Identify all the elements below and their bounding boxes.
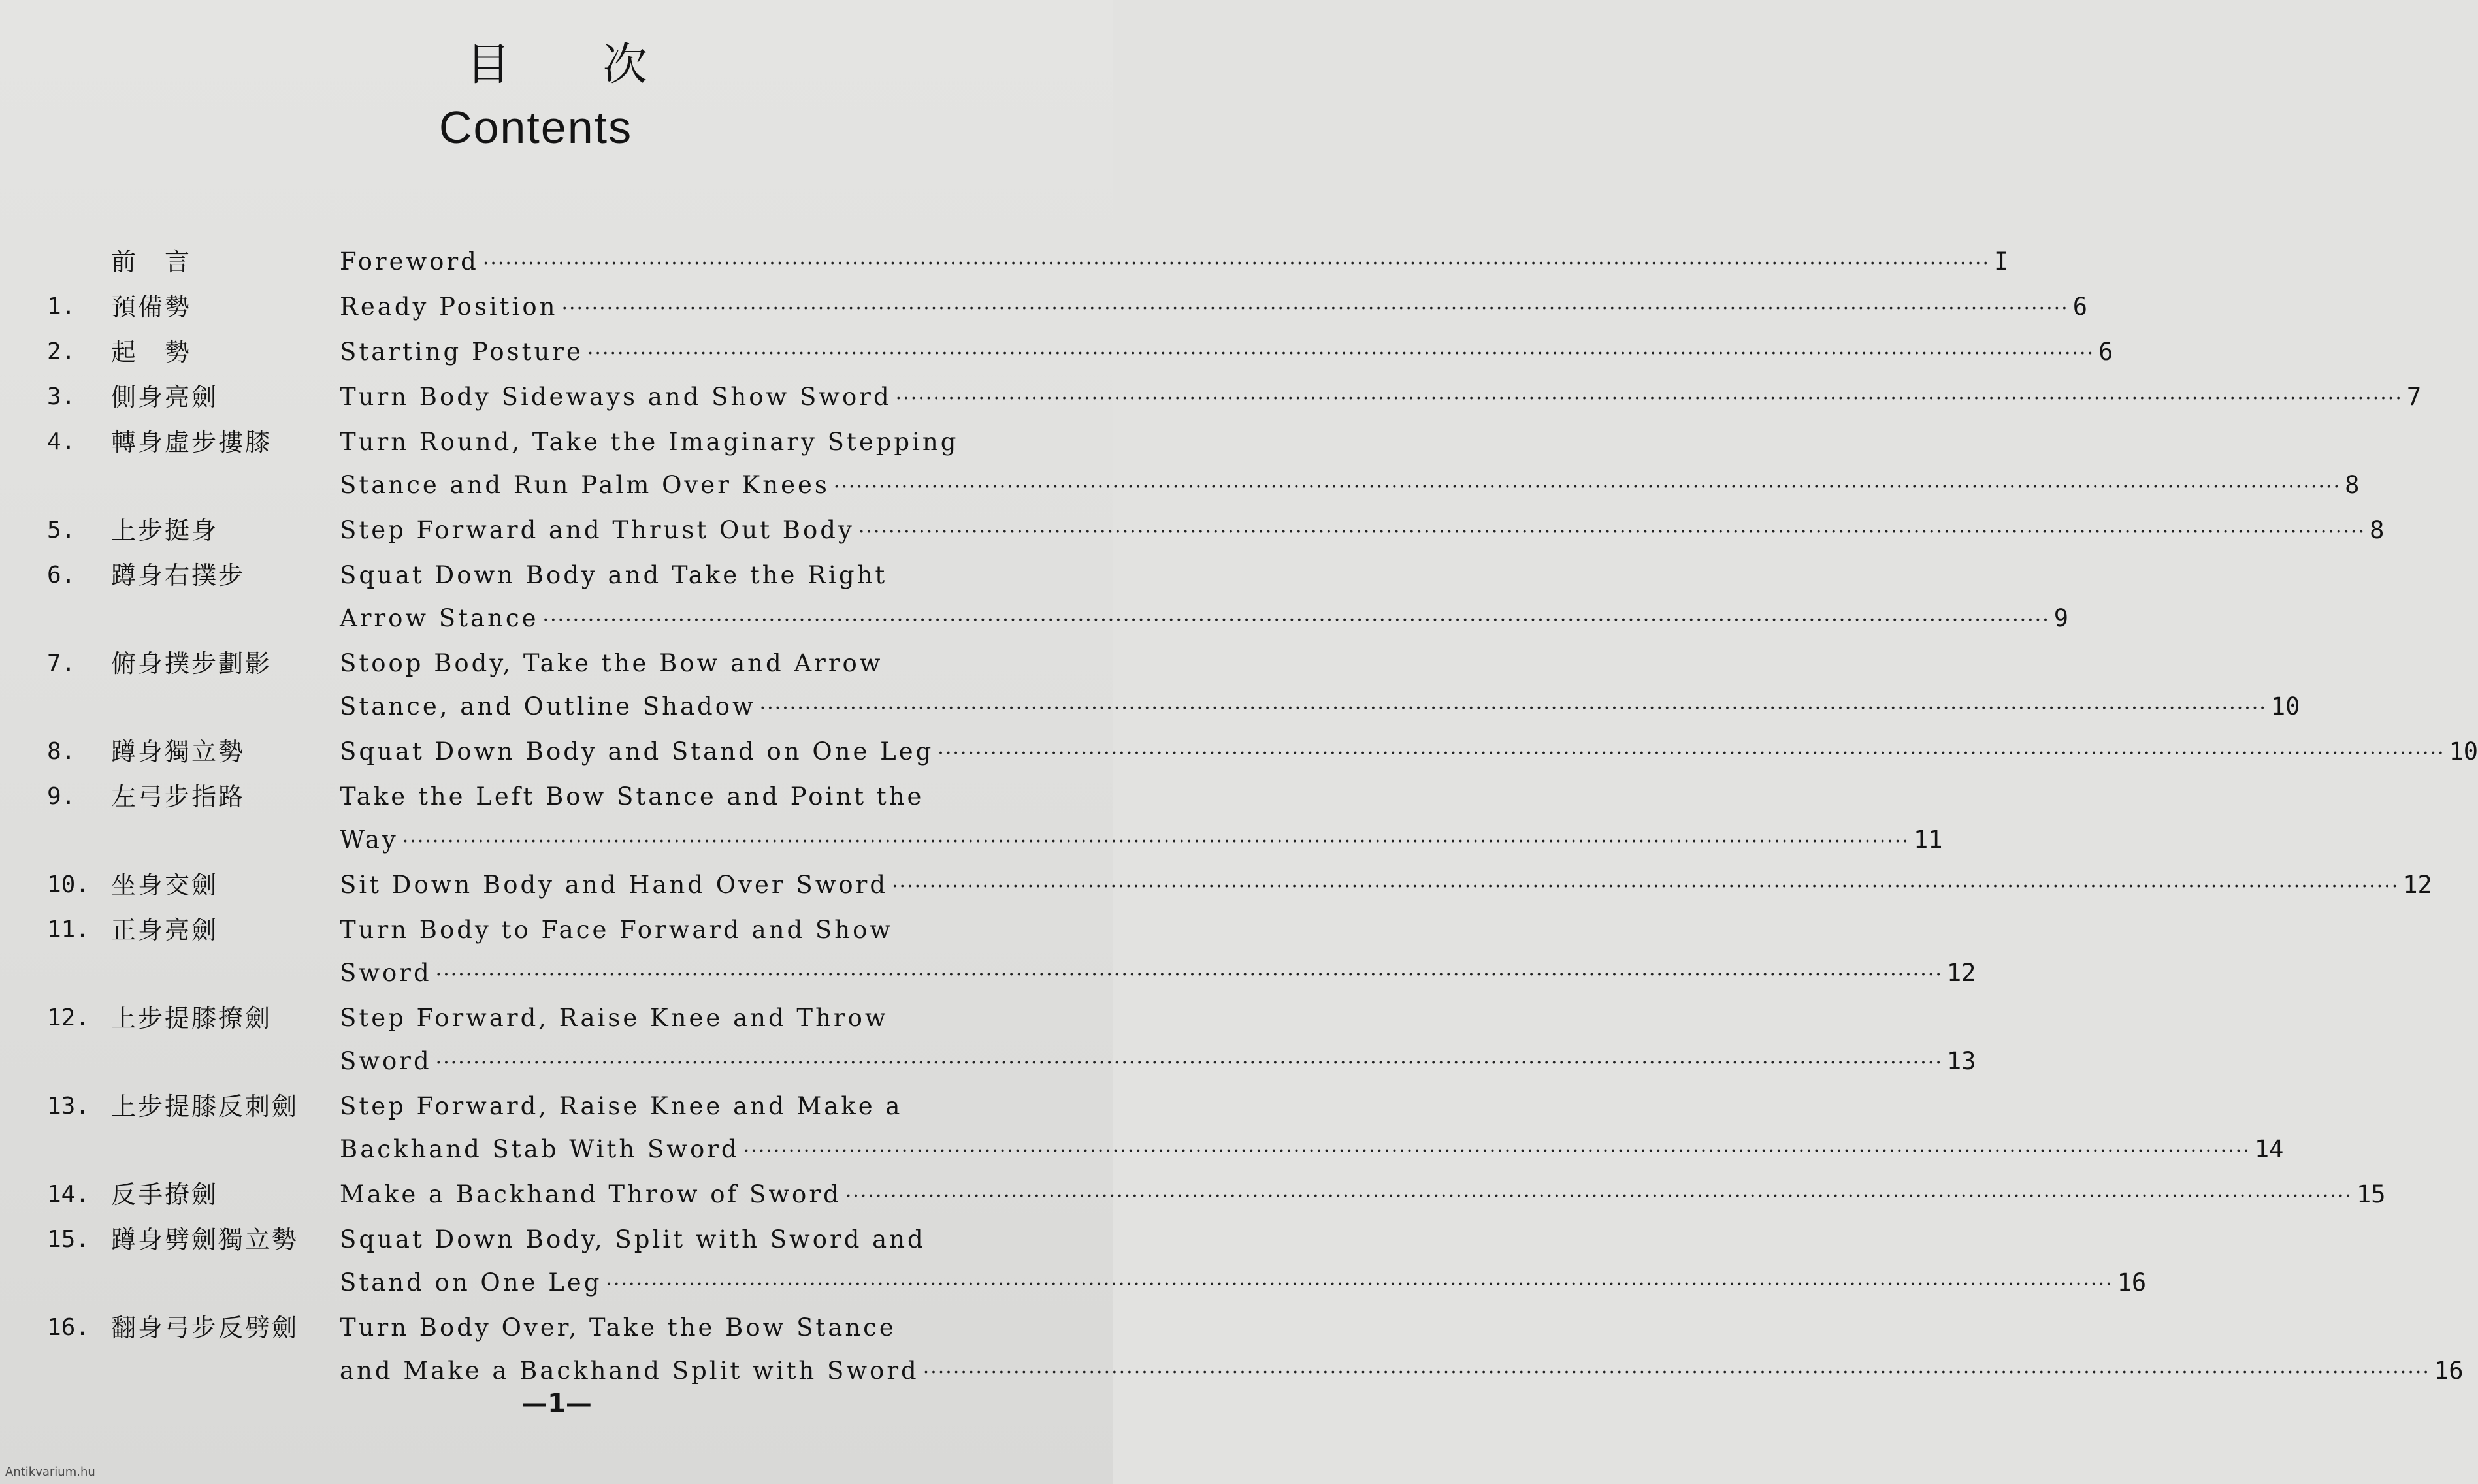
entry-chinese-title: 正身亮劍 xyxy=(111,916,219,944)
entry-english-title xyxy=(340,421,2360,509)
entry-leader-line xyxy=(340,331,2113,376)
entry-chinese-title: 坐身交劍 xyxy=(111,871,219,899)
dot-leader: ········································································································································································································ xyxy=(587,342,2095,365)
entry-english-line: Sword xyxy=(340,1047,432,1075)
entry-chinese-title: 上步提膝反刺劍 xyxy=(111,1092,299,1121)
entry-page-number: 9 xyxy=(2053,604,2069,632)
entry-leader-line xyxy=(340,818,1943,863)
entry-leader-line xyxy=(340,509,2385,554)
entry-english-line: Sword xyxy=(340,959,432,987)
entry-page-number: 11 xyxy=(1914,826,1943,854)
entry-chinese-title: 上步挺身 xyxy=(111,516,219,545)
toc-entry xyxy=(0,331,2113,376)
entry-number: 13. xyxy=(47,1093,90,1120)
entry-english-title xyxy=(340,376,2422,421)
toc-entry xyxy=(0,1173,2386,1218)
entry-number: 8. xyxy=(47,738,76,765)
entry-english-title xyxy=(340,775,1943,863)
dot-leader: ········································································································································································································ xyxy=(435,963,1943,986)
entry-number: 10. xyxy=(47,871,90,898)
entry-english-title xyxy=(340,285,2087,331)
chinese-title: 目 次 xyxy=(466,39,687,91)
entry-english-line: Turn Round, Take the Imaginary Stepping xyxy=(340,428,959,456)
entry-english-line: Backhand Stab With Sword xyxy=(340,1135,740,1163)
entry-leader-line xyxy=(340,597,2069,642)
toc-entry xyxy=(0,509,2385,554)
entry-english-line: Starting Posture xyxy=(340,338,583,366)
entry-english-title xyxy=(340,1085,2284,1173)
entry-english-line: Stance, and Outline Shadow xyxy=(340,692,756,720)
entry-chinese-title: 俯身撲步劃影 xyxy=(111,649,272,678)
entry-english-line: Sit Down Body and Hand Over Sword xyxy=(340,871,888,899)
entry-chinese-title: 側身亮劍 xyxy=(111,383,219,411)
dot-leader: ········································································································································································································ xyxy=(858,521,2366,543)
entry-leader-line xyxy=(340,685,2300,730)
entry-chinese-title: 預備勢 xyxy=(111,293,192,321)
entry-english-line: Turn Body Over, Take the Bow Stance xyxy=(340,1314,896,1342)
entry-english-line: Make a Backhand Throw of Sword xyxy=(340,1180,841,1208)
entry-english-line: Turn Body Sideways and Show Sword xyxy=(340,383,892,411)
entry-leader-line xyxy=(340,240,2009,285)
entry-leader-line xyxy=(340,952,1976,997)
entry-leader-line xyxy=(340,863,2432,909)
entry-leader-line xyxy=(340,376,2422,421)
entry-english-line: Take the Left Bow Stance and Point the xyxy=(340,782,924,811)
entry-chinese-title: 轉身虛步摟膝 xyxy=(111,428,272,457)
dot-leader: ········································································································································································································ xyxy=(892,875,2400,898)
table-of-contents xyxy=(0,240,2478,1395)
entry-english-line: Foreword xyxy=(340,248,479,276)
entry-page-number: 6 xyxy=(2072,293,2087,321)
entry-page-number: 8 xyxy=(2370,516,2385,544)
dot-leader: ········································································································································································································ xyxy=(895,387,2403,410)
entry-chinese-title: 翻身弓步反劈劍 xyxy=(111,1314,299,1342)
english-title: Contents xyxy=(438,102,633,153)
entry-english-line: Stoop Body, Take the Bow and Arrow xyxy=(340,649,883,677)
entry-english-line: Squat Down Body and Take the Right xyxy=(340,561,888,589)
entry-english-title xyxy=(340,331,2113,376)
entry-english-title xyxy=(340,730,2478,775)
entry-number: 7. xyxy=(47,650,76,677)
entry-english-title xyxy=(340,509,2385,554)
entry-chinese-title: 起 勢 xyxy=(111,338,192,366)
page-number: —1— xyxy=(521,1389,592,1419)
toc-entry xyxy=(0,285,2087,331)
entry-english-line: Squat Down Body, Split with Sword and xyxy=(340,1225,926,1253)
entry-number: 16. xyxy=(47,1314,90,1341)
entry-page-number: 13 xyxy=(1946,1047,1976,1075)
entry-english-line: Stance and Run Palm Over Knees xyxy=(340,471,830,499)
entry-page-number: 7 xyxy=(2406,383,2422,411)
toc-entry xyxy=(0,863,2432,909)
entry-page-number: 12 xyxy=(1946,959,1976,987)
entry-page-number: 6 xyxy=(2098,338,2113,366)
entry-english-title xyxy=(340,1306,2464,1395)
toc-entry xyxy=(0,642,2300,730)
entry-english-title xyxy=(340,1173,2386,1218)
entry-number: 12. xyxy=(47,1005,90,1031)
entry-chinese-title: 上步提膝撩劍 xyxy=(111,1004,272,1033)
entry-leader-line xyxy=(340,1128,2284,1173)
toc-entry xyxy=(0,909,1976,997)
entry-english-line: Step Forward, Raise Knee and Throw xyxy=(340,1004,888,1032)
toc-entry xyxy=(0,240,2009,285)
dot-leader: ········································································································································································································ xyxy=(402,830,1910,853)
entry-leader-line xyxy=(340,285,2087,331)
toc-entry xyxy=(0,1085,2284,1173)
entry-chinese-title: 蹲身獨立勢 xyxy=(111,737,246,766)
entry-number: 3. xyxy=(47,383,76,410)
entry-english-line: Step Forward and Thrust Out Body xyxy=(340,516,855,544)
entry-english-line: Step Forward, Raise Knee and Make a xyxy=(340,1092,903,1120)
entry-page-number: 14 xyxy=(2254,1135,2284,1163)
toc-entry xyxy=(0,1218,2147,1306)
entry-chinese-title: 左弓步指路 xyxy=(111,782,246,811)
toc-entry xyxy=(0,1306,2464,1395)
entry-chinese-title: 蹲身右撲步 xyxy=(111,561,246,590)
dot-leader: ········································································································································································································ xyxy=(845,1185,2353,1208)
dot-leader: ········································································································································································································ xyxy=(561,297,2069,320)
entry-page-number: 8 xyxy=(2345,471,2360,499)
dot-leader: ········································································································································································································ xyxy=(743,1140,2251,1163)
entry-number: 1. xyxy=(47,293,76,320)
dot-leader: ········································································································································································································ xyxy=(482,252,1991,275)
toc-entry xyxy=(0,997,1976,1085)
toc-entry xyxy=(0,775,1943,863)
dot-leader: ········································································································································································································ xyxy=(922,1361,2430,1384)
entry-leader-line xyxy=(340,464,2360,509)
toc-entry xyxy=(0,421,2360,509)
entry-page-number: 12 xyxy=(2403,871,2432,899)
entry-english-title xyxy=(340,909,1976,997)
entry-chinese-title: 反手撩劍 xyxy=(111,1180,219,1209)
entry-english-title xyxy=(340,642,2300,730)
watermark-text: Antikvarium.hu xyxy=(5,1465,95,1479)
entry-leader-line xyxy=(340,1261,2147,1306)
entry-page-number: I xyxy=(1994,248,2009,276)
dot-leader: ········································································································································································································ xyxy=(937,742,2445,765)
entry-english-line: Turn Body to Face Forward and Show xyxy=(340,916,894,944)
entry-english-line: Squat Down Body and Stand on One Leg xyxy=(340,737,934,766)
dot-leader: ········································································································································································································ xyxy=(435,1052,1943,1074)
toc-entry xyxy=(0,730,2478,775)
dot-leader: ········································································································································································································ xyxy=(606,1273,2113,1296)
entry-page-number: 15 xyxy=(2356,1180,2386,1208)
entry-english-line: Way xyxy=(340,826,399,854)
entry-number: 5. xyxy=(47,517,76,543)
entry-number: 4. xyxy=(47,428,76,455)
dot-leader: ········································································································································································································ xyxy=(759,697,2267,720)
entry-english-title xyxy=(340,997,1976,1085)
entry-chinese-title: 蹲身劈劍獨立勢 xyxy=(111,1225,299,1254)
entry-leader-line xyxy=(340,1173,2386,1218)
entry-leader-line xyxy=(340,730,2478,775)
entry-leader-line xyxy=(340,1040,1976,1085)
entry-english-title xyxy=(340,240,2009,285)
entry-page-number: 16 xyxy=(2117,1268,2147,1297)
entry-page-number: 16 xyxy=(2434,1357,2464,1385)
entry-english-title xyxy=(340,554,2069,642)
entry-english-title xyxy=(340,863,2432,909)
entry-number: 14. xyxy=(47,1181,90,1208)
dot-leader: ········································································································································································································ xyxy=(833,476,2341,498)
entry-number: 6. xyxy=(47,562,76,589)
entry-page-number: 10 xyxy=(2270,692,2300,720)
entry-english-title xyxy=(340,1218,2147,1306)
entry-english-line: Ready Position xyxy=(340,293,558,321)
entry-english-line: Arrow Stance xyxy=(340,604,539,632)
entry-english-line: and Make a Backhand Split with Sword xyxy=(340,1357,919,1385)
entry-english-line: Stand on One Leg xyxy=(340,1268,602,1297)
entry-chinese-title: 前 言 xyxy=(111,248,192,276)
toc-entry xyxy=(0,376,2422,421)
toc-entry xyxy=(0,554,2069,642)
entry-leader-line xyxy=(340,1349,2464,1395)
entry-number: 15. xyxy=(47,1226,90,1253)
entry-number: 2. xyxy=(47,338,76,365)
entry-number: 9. xyxy=(47,783,76,810)
entry-number: 11. xyxy=(47,916,90,943)
entry-page-number: 10 xyxy=(2449,737,2478,766)
dot-leader: ········································································································································································································ xyxy=(542,609,2050,632)
